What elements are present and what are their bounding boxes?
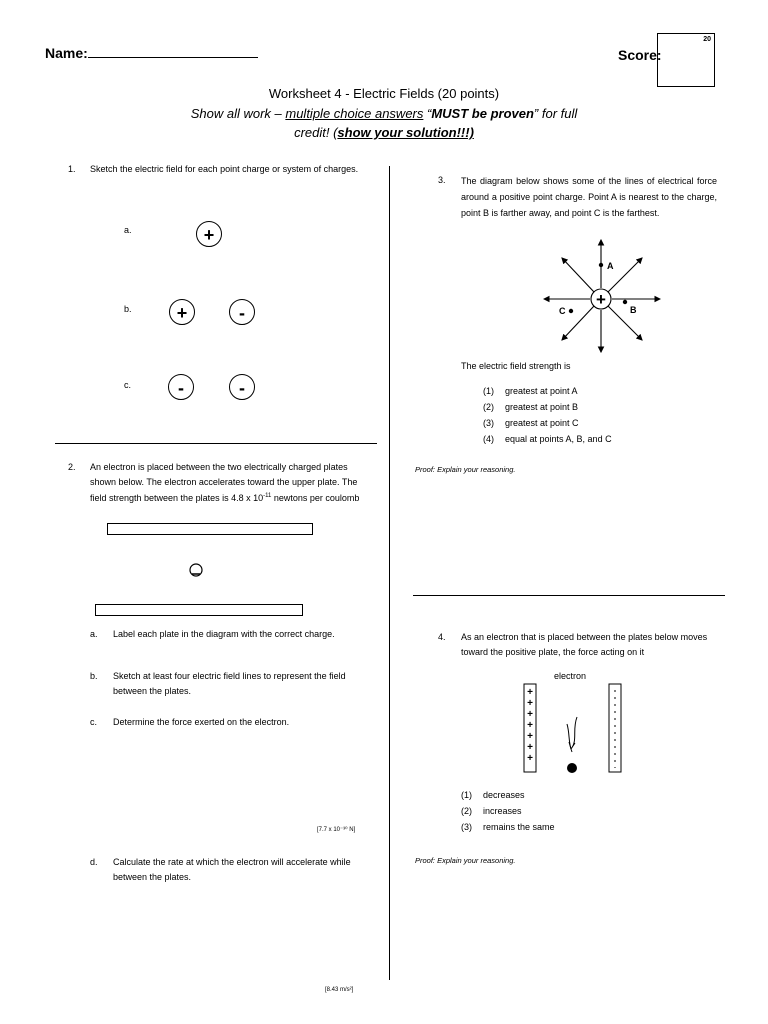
subtitle-show-solution: show your solution!!!) (337, 125, 474, 140)
positive-charge[interactable]: + (169, 299, 195, 325)
negative-charge[interactable]: - (168, 374, 194, 400)
q2-b-text: Sketch at least four electric field lines to represent the field between the plates. (113, 671, 346, 696)
q3-option-3[interactable] (483, 418, 579, 428)
worksheet-title: Worksheet 4 - Electric Fields (20 points) (268, 86, 500, 101)
section-divider-right (413, 595, 725, 596)
subtitle-text: credit! ( (294, 125, 338, 140)
svg-text:+: + (527, 731, 533, 742)
negative-charge[interactable]: - (229, 299, 255, 325)
point-a-label: A (607, 261, 614, 271)
svg-text:+: + (596, 290, 606, 309)
subtitle-bold: MUST be proven (431, 106, 534, 121)
q4-option-3[interactable] (461, 822, 555, 832)
option-text: decreases (483, 790, 525, 800)
option-number: (3) (483, 418, 494, 428)
q1-b-label: b. (124, 304, 132, 314)
svg-text:+: + (527, 709, 533, 720)
q2-a-text: Label each plate in the diagram with the correct charge. (113, 629, 335, 639)
svg-text:+: + (527, 687, 533, 698)
q2-number: 2. (68, 462, 76, 472)
option-text: greatest at point C (505, 418, 579, 428)
q3-option-2[interactable] (483, 402, 578, 412)
q1-text: Sketch the electric field for each point charge or system of charges. (90, 164, 359, 174)
q4-electron-label: electron (554, 671, 587, 681)
option-text: greatest at point A (505, 386, 578, 396)
q2-text (90, 460, 365, 506)
q2-exp-sup: -11 (263, 493, 272, 499)
lower-plate[interactable] (95, 604, 303, 616)
svg-text:+: + (527, 698, 533, 709)
q2-d-text: Calculate the rate at which the electron will accelerate while between the plates. (113, 857, 351, 882)
subtitle-text: ” for full (533, 106, 578, 121)
option-number: (1) (483, 386, 494, 396)
worksheet-subtitle (0, 104, 768, 142)
name-field (45, 44, 258, 61)
q3-stem: The electric field strength is (461, 361, 571, 371)
option-text: greatest at point B (505, 402, 579, 412)
column-divider (389, 166, 390, 980)
q2-d-answer: [8.43 m/s²] (325, 987, 354, 993)
positive-charge[interactable]: + (196, 221, 222, 247)
field-lines-diagram (540, 236, 665, 356)
subtitle-text: Show all work – (190, 106, 286, 121)
q2-c-text: Determine the force exerted on the electron. (113, 717, 290, 727)
parallel-plates-diagram (520, 682, 632, 778)
q2-text-main: An electron is placed between the two electrically charged plates shown below. The electron accelerates toward the upper plate. The field strength between the plates is 4.8 x (90, 462, 358, 503)
score-label: Score: (618, 47, 662, 63)
q2-exp-base: 10 (253, 493, 264, 503)
point-b-label: B (630, 305, 637, 315)
point-c-label: C (559, 306, 566, 316)
name-label: Name: (45, 45, 88, 61)
q3-proof-prompt: Proof: Explain your reasoning. (415, 465, 516, 474)
option-text: equal at points A, B, and C (505, 434, 612, 444)
q3-number: 3. (438, 175, 446, 185)
option-number: (1) (461, 790, 472, 800)
q2-c-answer: [7.7 x 10⁻³⁰ N] (317, 827, 356, 833)
section-divider-left (55, 443, 377, 444)
option-number: (4) (483, 434, 494, 444)
subtitle-text: “ (423, 106, 432, 121)
score-total: 20 (703, 36, 711, 43)
svg-text:+: + (527, 720, 533, 731)
q1-c-label: c. (124, 380, 132, 390)
option-number: (3) (461, 822, 472, 832)
q3-option-1[interactable] (483, 386, 578, 396)
q3-option-4[interactable] (483, 434, 612, 444)
option-number: (2) (483, 402, 494, 412)
q4-text: As an electron that is placed between the plates below moves toward the positive plate, the force acting on it (461, 632, 708, 657)
q1-a-label: a. (124, 225, 132, 235)
subtitle-underlined: multiple choice answers (285, 106, 424, 121)
q4-option-2[interactable] (461, 806, 522, 816)
option-text: remains the same (483, 822, 555, 832)
q4-number: 4. (438, 632, 446, 642)
option-text: increases (483, 806, 522, 816)
negative-charge[interactable]: - (229, 374, 255, 400)
q3-text: The diagram below shows some of the lines of electrical force around a positive point charge. Point A is nearest to the charge, point B is farther away, and point C is the farthest. (461, 176, 717, 218)
electron-symbol (188, 561, 204, 579)
svg-text:+: + (527, 753, 533, 764)
q1-number: 1. (68, 164, 76, 174)
q2-a-label: a. (90, 629, 98, 639)
score-box (657, 33, 715, 87)
option-number: (2) (461, 806, 472, 816)
svg-text:+: + (527, 742, 533, 753)
name-blank (88, 44, 258, 58)
q4-option-1[interactable] (461, 790, 525, 800)
q2-d-label: d. (90, 857, 98, 867)
q2-b-label: b. (90, 671, 98, 681)
q4-proof-prompt: Proof: Explain your reasoning. (415, 856, 516, 865)
q2-c-label: c. (90, 717, 98, 727)
q2-text-units: newtons per coulomb (271, 493, 360, 503)
upper-plate[interactable] (107, 523, 313, 535)
